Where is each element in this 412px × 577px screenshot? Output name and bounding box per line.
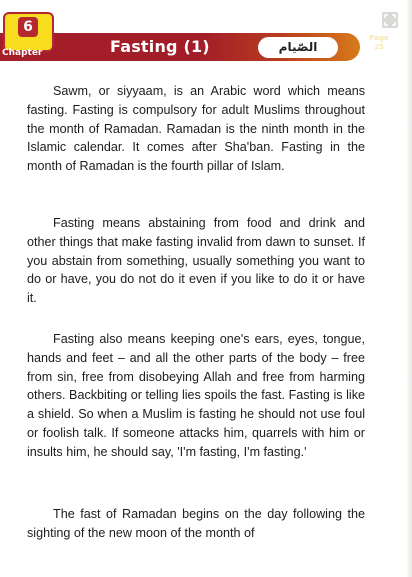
chapter-label: Chapter: [2, 48, 43, 58]
paragraph-sawm-definition: Sawm, or siyyaam, is an Arabic word which means fasting. Fasting is compulsory for adult Muslims throughout the month of Ramadan. Ramadan is the ninth month in the Islamic calendar. It comes after Sha'ban. Fasting in the month of Ramadan is the fourth pillar of Islam.: [27, 84, 365, 174]
page-edge: [406, 0, 412, 577]
expand-icon[interactable]: [382, 12, 398, 28]
page-title: Fasting (1): [110, 37, 210, 56]
paragraph-ramadan-begins: The fast of Ramadan begins on the day following the sighting of the new moon of the month of: [27, 507, 365, 540]
page-reference: Page 25: [369, 34, 389, 51]
paragraph-abstaining: Fasting means abstaining from food and drink and other things that make fasting invalid from dawn to sunset. If you abstain from something, usually something you want to do or have, you do not do it even if you like to do it or have it.: [27, 216, 365, 306]
expand-icon-graphic: [384, 14, 396, 26]
paragraph-keeping-free: Fasting also means keeping one's ears, eyes, tongue, hands and feet – and all the other parts of the body – free from sin, free from disobeying Allah and free from harming others. Backbiting or telling lies spoils the fast. Fasting is like a shield. So when a Muslim is fasting he should not use foul or foolish talk. If someone attacks him, quarrels with him or insults him, he should say, 'I'm fasting, I'm fasting.': [27, 332, 365, 459]
page-title-arabic: الصّيام: [258, 37, 338, 58]
chapter-number: 6: [18, 17, 38, 37]
